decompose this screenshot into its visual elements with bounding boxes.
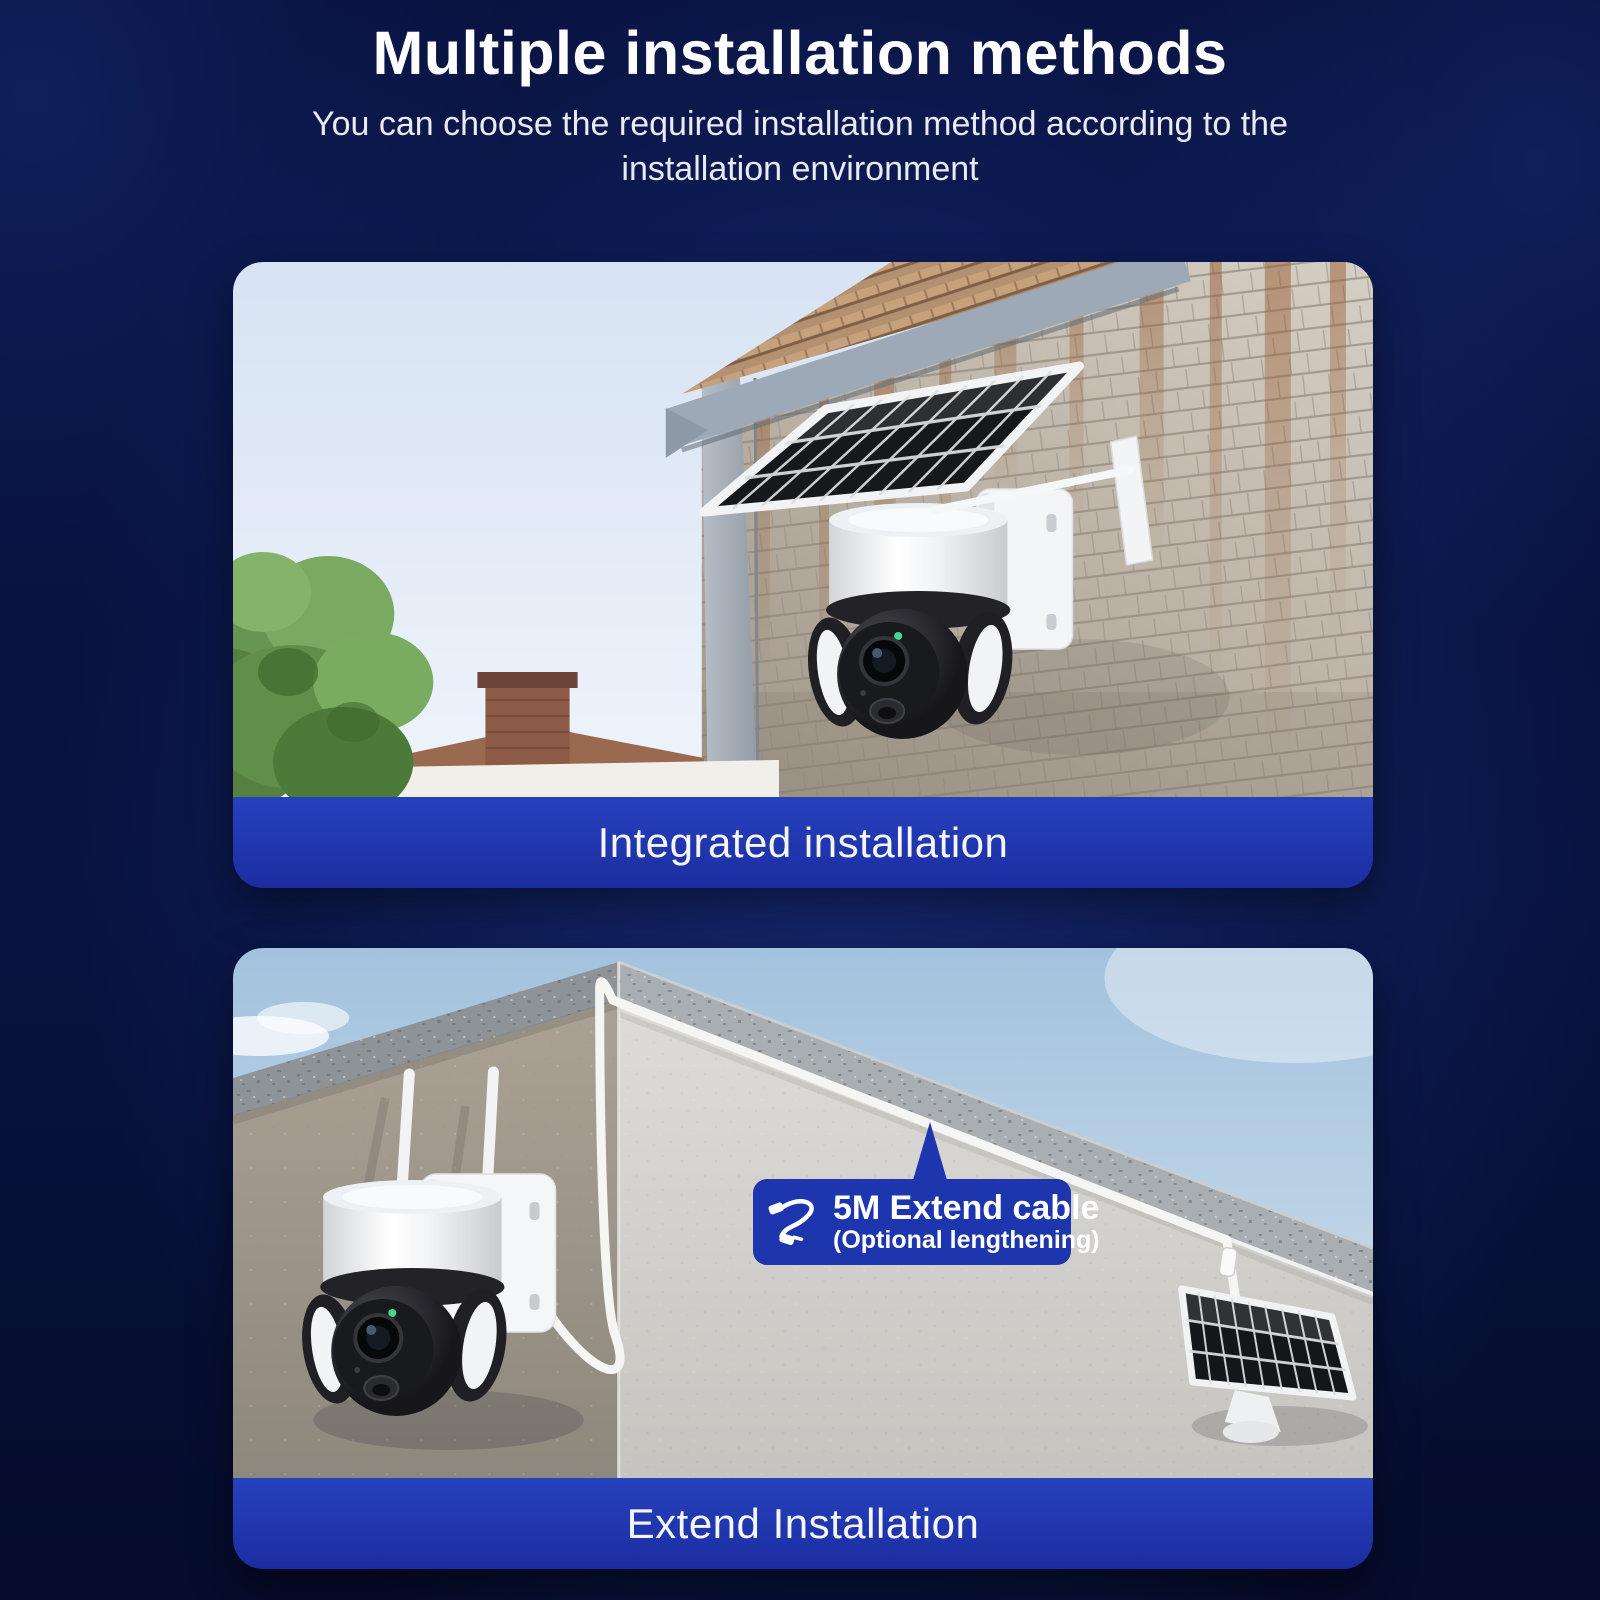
security-camera-extend bbox=[295, 1180, 514, 1416]
extend-cable-icon bbox=[767, 1192, 825, 1252]
caption-bar-extend bbox=[233, 1478, 1373, 1569]
security-camera-integrated bbox=[801, 503, 1020, 739]
page-subtitle bbox=[200, 102, 1400, 192]
subtitle-line-1: You can choose the required installation method according to the bbox=[312, 105, 1288, 143]
callout-title: 5M Extend cable bbox=[833, 1189, 1100, 1227]
photo-extend-installation bbox=[233, 948, 1373, 1478]
header bbox=[0, 0, 1600, 192]
page-title: Multiple installation methods bbox=[372, 19, 1228, 87]
photo-integrated-installation bbox=[233, 262, 1373, 797]
caption-integrated: Integrated installation bbox=[597, 818, 1009, 866]
installation-card-extend bbox=[233, 948, 1373, 1569]
callout-note: (Optional lengthening) bbox=[833, 1226, 1100, 1254]
installation-card-integrated bbox=[233, 262, 1373, 888]
cable-connector bbox=[1219, 1247, 1238, 1277]
integrated-scene bbox=[233, 262, 1373, 797]
extend-cable-callout bbox=[753, 1179, 1100, 1265]
subtitle-line-2: installation environment bbox=[621, 150, 979, 188]
chimney bbox=[485, 682, 569, 766]
caption-extend: Extend Installation bbox=[626, 1499, 980, 1547]
caption-bar-integrated bbox=[233, 797, 1373, 888]
